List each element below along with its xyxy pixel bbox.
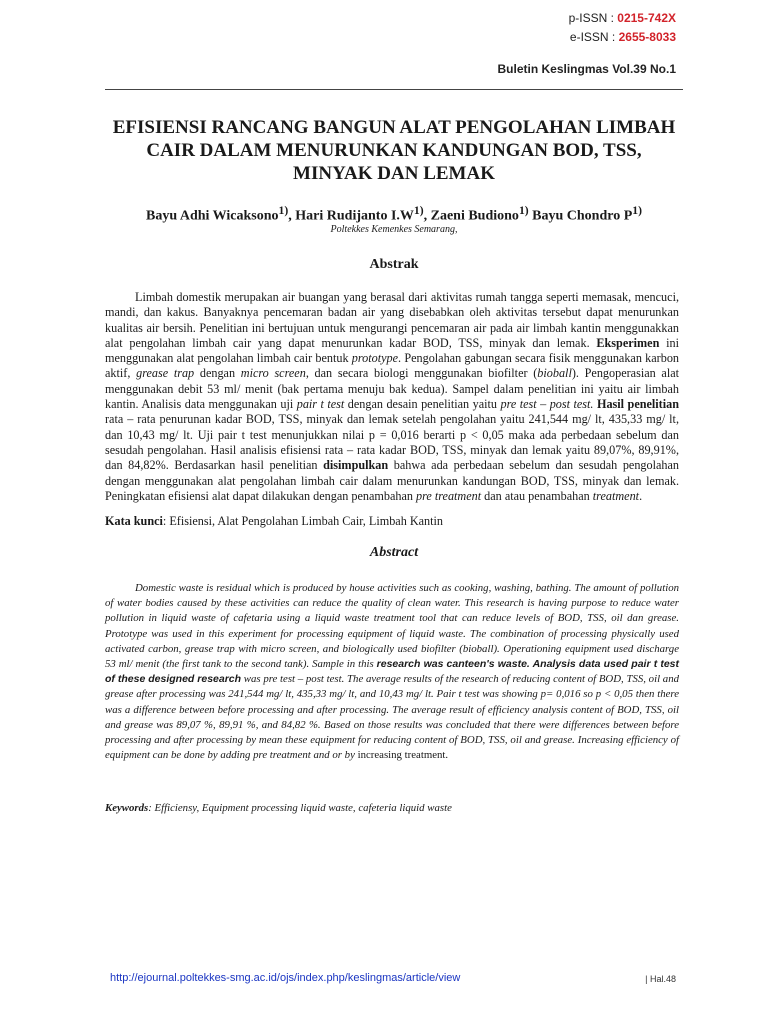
keyword-hasil-penelitian: Hasil penelitian	[596, 397, 679, 412]
article-title: EFISIENSI RANCANG BANGUN ALAT PENGOLAHAN LIMBAH CAIR DALAM MENURUNKAN KANDUNGAN BOD, TSS, MINYAK DAN LEMAK	[112, 117, 676, 184]
abstract-heading: Abstract	[369, 545, 419, 560]
page-number: | Hal.48	[645, 974, 676, 984]
author-affiliation-mark: 1)	[632, 204, 642, 217]
kata-kunci	[105, 514, 683, 529]
author-affiliation-mark: 1)	[278, 204, 289, 217]
p-issn	[569, 11, 676, 25]
author-name: Zaeni Budiono	[430, 208, 519, 224]
keywords-text: : Efficiensy, Equipment processing liquid waste, cafeteria liquid waste	[148, 802, 452, 814]
p-issn-label: p-ISSN :	[568, 11, 614, 25]
e-issn-value: 2655-8033	[618, 30, 676, 44]
author-name: Bayu Chondro P	[532, 208, 633, 224]
kata-kunci-text: : Efisiensi, Alat Pengolahan Limbah Cair, Limbah Kantin	[162, 514, 444, 528]
keyword-eksperimen: Eksperimen	[596, 335, 660, 350]
author-name: Hari Rudijanto I.W	[295, 208, 414, 224]
keywords	[105, 802, 683, 814]
kata-kunci-label: Kata kunci	[105, 514, 163, 528]
author-list: Bayu Adhi Wicaksono$^{1)}$, Hari Rudijanto $I.W^{1)}$, Zaeni Budiono$^{1)}$ Bayu Chondro $P^{1)}$	[146, 204, 642, 224]
header-divider	[105, 89, 683, 90]
keyword-disimpulkan: disimpulkan	[323, 458, 389, 473]
article-url-link[interactable]: http://ejournal.poltekkes-smg.ac.id/ojs/index.php/keslingmas/article/view	[110, 972, 461, 984]
affiliation: Poltekkes Kemenkes Semarang,	[330, 224, 458, 235]
author-affiliation-mark: 1)	[413, 204, 424, 217]
e-issn	[570, 30, 676, 44]
author-affiliation-mark: 1)	[518, 204, 529, 217]
abstrak-body: Limbah domestik merupakan air buangan yang berasal dari aktivitas rumah tangga seperti memasak, mencuci, mandi, dan kakus. Banyaknya pencemaran badan air yang disebabkan oleh aktivitas tersebut dapat menurunkan kualitas air bersih. Penelitian ini bertujuan untuk mengurangi pencemaran air pada air limbah kantin menggunakkan alat pengolahan limbah cair yang dapat menurunkan kadar BOD, TSS, minyak dan lemak. Eksperimen ini menggunakan alat pengolahan limbah cair bentuk prototype. Pengolahan gabungan secara fisik menggunakan karbon aktif, grease trap dengan micro screen, dan secara biologi menggunakan biofilter (bioball). Pengoperasian alat menggunakan debit 53 ml/ menit (bak pertama menuju bak kedua). Sampel dalam penelitian ini yaitu air limbah kantin. Analisis data menggunakan uji pair t test dengan desain penelitian yaitu pre test – post test. Hasil penelitian rata – rata penurunan kadar BOD, TSS, minyak dan lemak setelah pengolahan yaitu 241,544 mg/ lt, 435,33 mg/ lt, dan 10,43 mg/ lt. Uji pair t test menunjukkan nilai p = 0,016 berarti p < 0,05 maka ada perbedaan sebelum dan sesudah pengolahan. Hasil analisis efisiensi rata – rata kadar BOD, TSS, minyak dan lemak yaitu 89,07%, 89,91%, dan 84,82%. Berdasarkan hasil penelitian disimpulkan bahwa ada perbedaan sebelum dan sesudah pengolahan dengan menggunakan alat pengolahan limbah cair dalam menurunkan kandungan BOD, TSS, minyak dan lemak. Peningkatan efisiensi alat dapat dilakukan dengan penambahan pre treatment dan atau penambahan treatment.	[105, 290, 680, 503]
author-name: Bayu Adhi Wicaksono	[146, 208, 279, 224]
journal-issue: Buletin Keslingmas Vol.39 No.1	[497, 62, 676, 76]
keywords-label: Keywords	[105, 802, 149, 814]
abstract-body: Domestic waste is residual which is produced by house activities such as cooking, washing, bathing. The amount of pollution of water bodies caused by these activities can reduce the quality of clean water. This research is having purpose to reduce water pollution in liquid waste of cafetaria using a liquid waste treatment tool that can reduce levels of BOD, TSS, oil dan grease. Prototype was used in this experiment for processing equipment of liquid waste. The combination of processing physically used activated carbon, grease trap with micro screen, and biologically used biofilter (bioball). Operationing equipment used discharge 53 ml/ menit (the first tank to the second tank). Sample in this research was canteen's waste. Analysis data used pair t test of these designed research was pre test – post test. The average results of the research of reducing content of BOD, TSS, oil and grease after processing was 241,544 mg/ lt, 435,33 mg/ lt, and 10,43 mg/ lt. Pair t test was showing p= 0,016 so p < 0,05 then there was a difference between before processing and after processing. The average result of efficiency analysis content of BOD, TSS, oil and grease was 89,07 %, 89,91 %, and 84,82 %. Based on those results was concluded that there were differences between before processing and after processing by mean these equipment for reducing content of BOD, TSS, oil and grease. Increasing efficiency of equipment can be done by adding pre treatment and or by increasing treatment.	[105, 582, 680, 762]
abstrak-heading: Abstrak	[369, 257, 419, 272]
p-issn-value: 0215-742X	[617, 11, 676, 25]
e-issn-label: e-ISSN :	[569, 30, 616, 44]
